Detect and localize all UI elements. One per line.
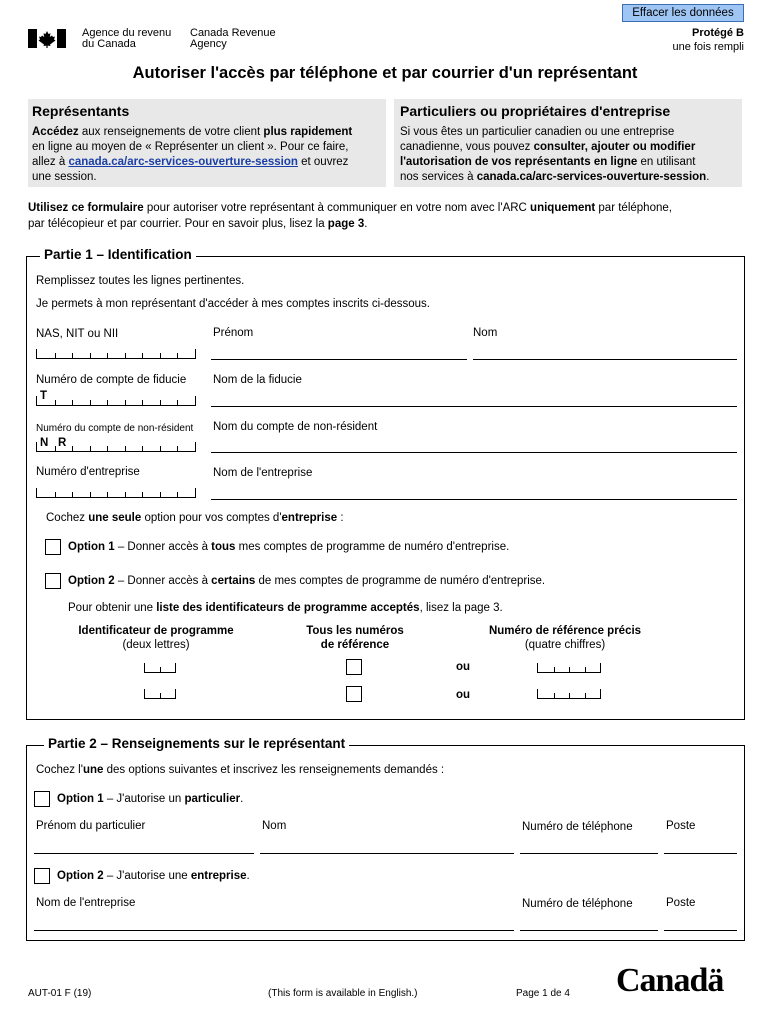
comb-tick [142, 492, 143, 497]
comb-tick [72, 492, 73, 497]
part2-legend: Partie 2 – Renseignements sur le représentant [44, 736, 349, 751]
form-code: AUT-01 F (19) [28, 988, 92, 999]
opt2-a: Option 2 [68, 575, 115, 587]
comb-tick [125, 400, 126, 405]
rep-text-7: une session. [32, 171, 97, 183]
comb-tick [142, 353, 143, 358]
nom-label: Nom [473, 327, 498, 339]
representants-box [28, 99, 386, 187]
entreprise-nom-label: Nom de l'entreprise [213, 467, 313, 479]
agency-fr-line1: Agence du revenu [82, 27, 172, 39]
comb-tick [125, 446, 126, 451]
p2-poste-input-2[interactable] [664, 930, 737, 931]
intro-t4: . [364, 218, 368, 230]
comb-tick [142, 446, 143, 451]
all-ref-checkbox-2[interactable] [346, 686, 362, 702]
part-text-1: Si vous êtes un particulier canadien ou une entreprise [400, 126, 675, 138]
p2-option2-checkbox[interactable] [34, 868, 50, 884]
part-text-3: consulter, ajouter ou modifier [533, 141, 696, 153]
fiducie-num-label: Numéro de compte de fiducie [36, 374, 187, 386]
comb-tick [177, 400, 178, 405]
obtenir-t1: Pour obtenir une [68, 602, 157, 614]
nr-prefix-r: R [58, 437, 67, 449]
opt1-a: Option 1 [68, 541, 115, 553]
comb-tick [72, 446, 73, 451]
p2-tel-label-1: Numéro de téléphone [522, 821, 633, 833]
part-text-6: nos services à [400, 171, 477, 183]
canada-wordmark-icon: Canadä [616, 962, 724, 999]
cochez-entreprise [46, 512, 344, 524]
nom-input[interactable] [473, 359, 737, 360]
all-ref-checkbox-1[interactable] [346, 659, 362, 675]
clear-data-button[interactable]: Effacer les données [622, 4, 744, 22]
p2-cochez-t3: des options suivantes et inscrivez les renseignements demandés : [103, 764, 445, 776]
p2-opt1-b: – J'autorise un [103, 793, 185, 805]
page-title: Autoriser l'accès par téléphone et par courrier d'un représentant [132, 64, 638, 82]
protected-b-notice [672, 26, 744, 54]
option1-checkbox[interactable] [45, 539, 61, 555]
comb-tick [55, 353, 56, 358]
prenom-label: Prénom [213, 327, 254, 339]
part-text-5: en utilisant [637, 156, 696, 168]
particuliers-text [400, 125, 736, 185]
p2-tel-input-1[interactable] [520, 853, 658, 854]
p2-nom-input[interactable] [260, 853, 514, 854]
opt1-b: – Donner accès à [114, 541, 212, 553]
comb-tick [160, 353, 161, 358]
nonres-nom-input[interactable] [211, 452, 737, 453]
page-number: Page 1 de 4 [516, 988, 570, 999]
comb-tick [72, 353, 73, 358]
nonres-num-label: Numéro du compte de non-résident [36, 423, 194, 434]
p2-option2-label [57, 870, 250, 882]
fiducie-nom-label: Nom de la fiducie [213, 374, 302, 386]
comb-tick [107, 400, 108, 405]
option2-label [68, 575, 545, 587]
part1-instruction: Remplissez toutes les lignes pertinentes. [36, 275, 245, 287]
comb-tick [160, 446, 161, 451]
ref-num-input-2[interactable] [537, 689, 601, 699]
intro-b2: uniquement [530, 202, 596, 214]
agency-en-line2: Agency [190, 38, 227, 50]
rep-text-3: plus rapidement [263, 126, 353, 138]
rep-text-1: Accédez [32, 126, 79, 138]
cochez-t5: : [337, 512, 344, 524]
comb-tick [554, 693, 555, 698]
comb-tick [125, 353, 126, 358]
representants-title: Représentants [32, 103, 130, 119]
opt2-d: de mes comptes de programme de numéro d'entreprise. [255, 575, 546, 587]
nom-entreprise-input[interactable] [34, 930, 514, 931]
entreprise-num-input[interactable] [36, 488, 196, 498]
particuliers-title: Particuliers ou propriétaires d'entreprise [400, 103, 671, 119]
comb-tick [160, 400, 161, 405]
p2-opt1-d: . [240, 793, 244, 805]
cochez-t2: une seule [88, 512, 142, 524]
p2-opt1-a: Option 1 [57, 793, 104, 805]
comb-tick [90, 492, 91, 497]
part-text-2: canadienne, vous pouvez [400, 141, 534, 153]
col1-a: Identificateur de programme [78, 625, 234, 637]
part1-permission: Je permets à mon représentant d'accéder à mes comptes inscrits ci-dessous. [36, 298, 431, 310]
nom-entreprise-label: Nom de l'entreprise [36, 897, 136, 909]
agency-name-fr [82, 28, 171, 50]
english-notice: (This form is available in English.) [268, 988, 418, 999]
prenom-particulier-input[interactable] [34, 853, 254, 854]
col3-b: (quatre chiffres) [524, 639, 606, 651]
p2-nom-label: Nom [262, 820, 287, 832]
entreprise-nom-input[interactable] [211, 499, 737, 500]
p2-cochez-t2: une [82, 764, 104, 776]
comb-tick [55, 400, 56, 405]
p2-cochez-t1: Cochez l' [36, 764, 83, 776]
ou-label-2: ou [456, 689, 471, 701]
intro-t2: par téléphone, [595, 202, 672, 214]
cochez-t4: entreprise [281, 512, 338, 524]
p2-opt2-b: – J'autorise une [103, 870, 191, 882]
comb-tick [160, 693, 161, 698]
comb-tick [107, 446, 108, 451]
comb-tick [125, 492, 126, 497]
comb-tick [55, 446, 56, 451]
comb-tick [177, 492, 178, 497]
comb-tick [585, 693, 586, 698]
p2-poste-input-1[interactable] [664, 853, 737, 854]
rep-text-5: allez à [32, 156, 69, 168]
agency-fr-line2: du Canada [82, 38, 136, 50]
fiducie-nom-input[interactable] [211, 406, 737, 407]
p2-option1-label [57, 793, 243, 805]
agency-name-en [190, 28, 276, 50]
fiducie-num-input[interactable] [36, 396, 196, 406]
particuliers-box [394, 99, 742, 187]
p2-opt2-d: . [246, 870, 250, 882]
agency-en-line1: Canada Revenue [190, 27, 276, 39]
program-id-input-2[interactable] [144, 689, 176, 699]
protected-label: Protégé B [692, 27, 744, 39]
prenom-input[interactable] [211, 359, 467, 360]
comb-tick [585, 667, 586, 672]
obtenir-t2: liste des identificateurs de programme acceptés [156, 602, 420, 614]
nas-input[interactable] [36, 349, 196, 359]
p2-tel-input-2[interactable] [520, 930, 658, 931]
entreprise-num-label: Numéro d'entreprise [36, 466, 140, 478]
col2-b: de référence [320, 639, 390, 651]
nas-label: NAS, NIT ou NII [36, 328, 119, 340]
part-text-7: canada.ca/arc-services-ouverture-session [476, 171, 707, 183]
rep-text-6: et ouvrez [297, 156, 349, 168]
part1-legend: Partie 1 – Identification [40, 247, 196, 262]
t-prefix: T [40, 390, 48, 402]
comb-tick [107, 492, 108, 497]
representants-text [32, 125, 382, 185]
comb-tick [107, 353, 108, 358]
p2-opt1-c: particulier [184, 793, 241, 805]
rep-text-2: aux renseignements de votre client [78, 126, 264, 138]
comb-tick [90, 446, 91, 451]
intro-text [28, 200, 748, 232]
obtenir-liste [68, 602, 503, 614]
ou-label-1: ou [456, 661, 471, 673]
option1-label [68, 541, 509, 553]
obtenir-t3: , lisez la page 3. [419, 602, 503, 614]
comb-tick [72, 400, 73, 405]
prenom-particulier-label: Prénom du particulier [36, 820, 146, 832]
col-tous [270, 624, 440, 652]
p2-poste-label-1: Poste [666, 820, 696, 832]
comb-tick [554, 667, 555, 672]
comb-tick [90, 400, 91, 405]
opt2-c: certains [211, 575, 256, 587]
comb-tick [177, 353, 178, 358]
col1-b: (deux lettres) [122, 639, 190, 651]
protected-sub-label: une fois rempli [672, 41, 744, 53]
opt1-d: mes comptes de programme de numéro d'entreprise. [235, 541, 510, 553]
rep-text-4: en ligne au moyen de « Représenter un client ». Pour ce faire, [32, 141, 349, 153]
option2-checkbox[interactable] [45, 573, 61, 589]
program-id-input-1[interactable] [144, 663, 176, 673]
intro-t1: pour autoriser votre représentant à communiquer en votre nom avec l'ARC [143, 202, 531, 214]
p2-option1-checkbox[interactable] [34, 791, 50, 807]
comb-tick [160, 667, 161, 672]
col-identificateur [60, 624, 252, 652]
comb-tick [55, 492, 56, 497]
nr-prefix-n: N [40, 437, 49, 449]
canada-flag-icon [28, 29, 66, 48]
comb-tick [569, 693, 570, 698]
nonres-nom-label: Nom du compte de non-résident [213, 421, 378, 433]
cochez-t1: Cochez [46, 512, 89, 524]
part2-instruction [36, 764, 444, 776]
comb-tick [160, 492, 161, 497]
comb-tick [90, 353, 91, 358]
intro-b1: Utilisez ce formulaire [28, 202, 144, 214]
intro-t3: par télécopieur et par courrier. Pour en savoir plus, lisez la [28, 218, 328, 230]
p2-tel-label-2: Numéro de téléphone [522, 898, 633, 910]
opt2-b: – Donner accès à [114, 575, 212, 587]
comb-tick [177, 446, 178, 451]
ref-num-input-1[interactable] [537, 663, 601, 673]
intro-b3: page 3 [327, 218, 365, 230]
rep-services-link[interactable]: canada.ca/arc-services-ouverture-session [68, 156, 298, 168]
p2-poste-label-2: Poste [666, 897, 696, 909]
col-precis [470, 624, 660, 652]
p2-opt2-a: Option 2 [57, 870, 104, 882]
part-text-8: . [706, 171, 710, 183]
comb-tick [142, 400, 143, 405]
col2-a: Tous les numéros [306, 625, 404, 637]
part-text-4: l'autorisation de vos représentants en ligne [400, 156, 638, 168]
opt1-c: tous [211, 541, 236, 553]
comb-tick [569, 667, 570, 672]
col3-a: Numéro de référence précis [488, 625, 642, 637]
cochez-t3: option pour vos comptes d' [141, 512, 282, 524]
p2-opt2-c: entreprise [190, 870, 247, 882]
